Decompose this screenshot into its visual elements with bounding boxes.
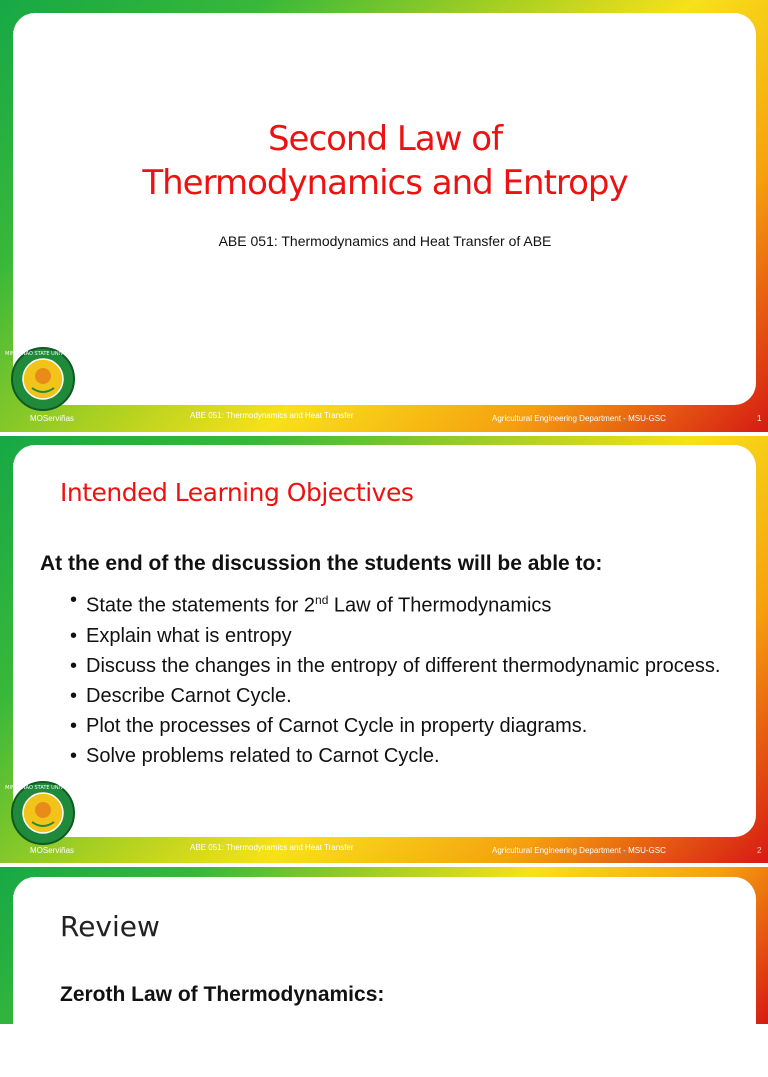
slide-1 — [0, 0, 768, 432]
footer-course: ABE 051: Thermodynamics and Heat Transfer — [190, 411, 354, 420]
objective-item — [70, 741, 760, 771]
bullet-icon: • — [70, 589, 78, 611]
slide-title — [40, 117, 730, 205]
slide-title: Intended Learning Objectives — [60, 478, 414, 507]
slide-title: Review — [60, 910, 160, 943]
objective-text: Describe Carnot Cycle. — [86, 684, 292, 707]
objectives-list — [70, 585, 760, 771]
footer-page-number: 2 — [757, 846, 762, 855]
seal-ring-text: MINDANAO STATE UNIVERSITY — [5, 351, 81, 357]
footer-author: MOServiñas — [30, 846, 75, 855]
slide-panel — [13, 877, 756, 1077]
bullet-icon: • — [70, 714, 78, 737]
slide-footer — [0, 408, 768, 430]
footer-department: Agricultural Engineering Department - MSU-GSC — [492, 414, 666, 423]
objective-text: Plot the processes of Carnot Cycle in property diagrams. — [86, 714, 588, 737]
slide-panel — [13, 13, 756, 405]
objective-text: State the statements for 2 — [86, 594, 316, 617]
ordinal-suffix: nd — [315, 593, 329, 607]
objective-text: Discuss the changes in the entropy of different thermodynamic process. — [86, 654, 721, 677]
footer-page-number: 1 — [757, 414, 762, 423]
objective-item — [70, 585, 760, 621]
objective-item — [70, 681, 760, 711]
university-seal-icon — [5, 346, 81, 412]
footer-department: Agricultural Engineering Department - MSU-GSC — [492, 846, 666, 855]
objective-text-end: Law of Thermodynamics — [328, 594, 552, 617]
bullet-icon: • — [70, 624, 78, 647]
slide-title-line-2: Thermodynamics and Entropy — [142, 163, 628, 203]
footer-course: ABE 051: Thermodynamics and Heat Transfer — [190, 843, 354, 852]
objective-item — [70, 651, 760, 681]
objective-item — [70, 621, 760, 651]
seal-ring-text: MINDANAO STATE UNIVERSITY — [5, 785, 81, 791]
objectives-intro: At the end of the discussion the students will be able to: — [40, 552, 603, 575]
slide-subheading: Zeroth Law of Thermodynamics: — [60, 983, 385, 1006]
slide-title-line-1: Second Law of — [267, 119, 503, 159]
objective-text: Explain what is entropy — [86, 624, 292, 647]
footer-author: MOServiñas — [30, 414, 75, 423]
university-seal-icon — [5, 780, 81, 846]
bullet-icon: • — [70, 744, 78, 767]
bullet-icon: • — [70, 684, 78, 707]
objective-item — [70, 711, 760, 741]
bullet-icon: • — [70, 654, 78, 677]
objective-text: Solve problems related to Carnot Cycle. — [86, 744, 440, 767]
slide-footer — [0, 840, 768, 862]
slide-subtitle: ABE 051: Thermodynamics and Heat Transfer of ABE — [218, 233, 552, 249]
